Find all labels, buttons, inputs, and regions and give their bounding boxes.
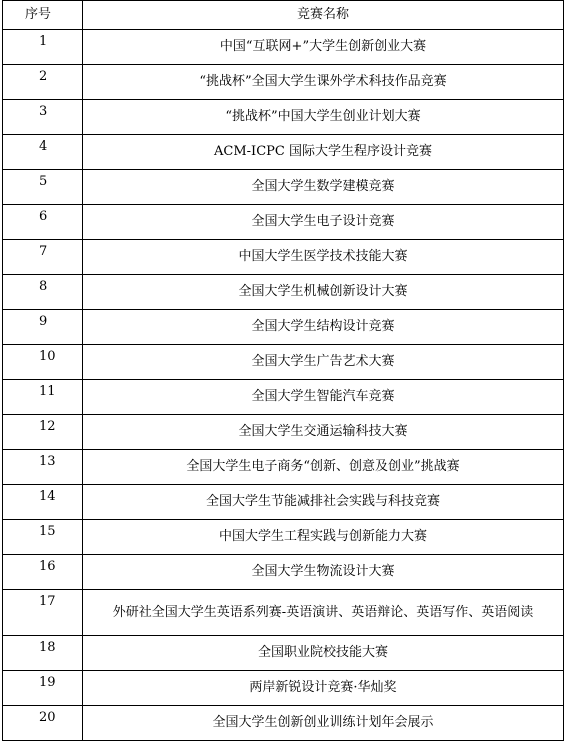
competition-name: 全国大学生节能减排社会实践与科技竞赛 [83,485,564,520]
competition-name: 全国大学生数学建模竞赛 [83,170,564,205]
row-number: 7 [3,240,83,275]
row-number: 18 [3,636,83,671]
table-row [3,135,564,170]
row-number: 20 [3,706,83,741]
row-number: 6 [3,205,83,240]
row-number: 13 [3,450,83,485]
table-row [3,706,564,741]
competition-name: 中国“互联网+”大学生创新创业大赛 [83,30,564,65]
competition-name: 全国大学生电子设计竞赛 [83,205,564,240]
table-row [3,30,564,65]
row-number: 2 [3,65,83,100]
competition-name: 全国大学生广告艺术大赛 [83,345,564,380]
table-row [3,485,564,520]
table-row [3,520,564,555]
competition-name: 全国大学生物流设计大赛 [83,555,564,590]
row-number: 19 [3,671,83,706]
row-number: 15 [3,520,83,555]
row-number: 9 [3,310,83,345]
table-row [3,310,564,345]
row-number: 8 [3,275,83,310]
table-row [3,170,564,205]
header-name: 竞赛名称 [83,1,564,30]
row-number: 16 [3,555,83,590]
table-row [3,450,564,485]
row-number: 14 [3,485,83,520]
table-row [3,100,564,135]
competition-name: ACM-ICPC 国际大学生程序设计竞赛 [83,135,564,170]
table-row [3,240,564,275]
table-row [3,590,564,636]
competition-name: “挑战杯”全国大学生课外学术科技作品竞赛 [83,65,564,100]
table-row [3,415,564,450]
competition-name: 全国大学生智能汽车竞赛 [83,380,564,415]
table-row [3,636,564,671]
row-number: 10 [3,345,83,380]
row-number: 17 [3,590,83,636]
competition-name: 全国大学生机械创新设计大赛 [83,275,564,310]
table-body [3,30,564,741]
table-row [3,671,564,706]
table-row [3,205,564,240]
row-number: 3 [3,100,83,135]
header-no: 序号 [3,1,83,30]
competition-name: 中国大学生工程实践与创新能力大赛 [83,520,564,555]
row-number: 5 [3,170,83,205]
row-number: 11 [3,380,83,415]
competition-name: 中国大学生医学技术技能大赛 [83,240,564,275]
row-number: 4 [3,135,83,170]
row-number: 12 [3,415,83,450]
competition-name: 全国职业院校技能大赛 [83,636,564,671]
table-row [3,65,564,100]
table-row [3,275,564,310]
table-row [3,345,564,380]
row-number: 1 [3,30,83,65]
header-row [3,1,564,30]
competition-table [2,0,564,741]
competition-name: 全国大学生创新创业训练计划年会展示 [83,706,564,741]
competition-name: 两岸新锐设计竞赛·华灿奖 [83,671,564,706]
table-row [3,380,564,415]
competition-name: 全国大学生结构设计竞赛 [83,310,564,345]
competition-name: 全国大学生电子商务“创新、创意及创业”挑战赛 [83,450,564,485]
competition-name: “挑战杯”中国大学生创业计划大赛 [83,100,564,135]
competition-name: 全国大学生交通运输科技大赛 [83,415,564,450]
competition-name: 外研社全国大学生英语系列赛-英语演讲、英语辩论、英语写作、英语阅读 [83,590,564,636]
table-row [3,555,564,590]
